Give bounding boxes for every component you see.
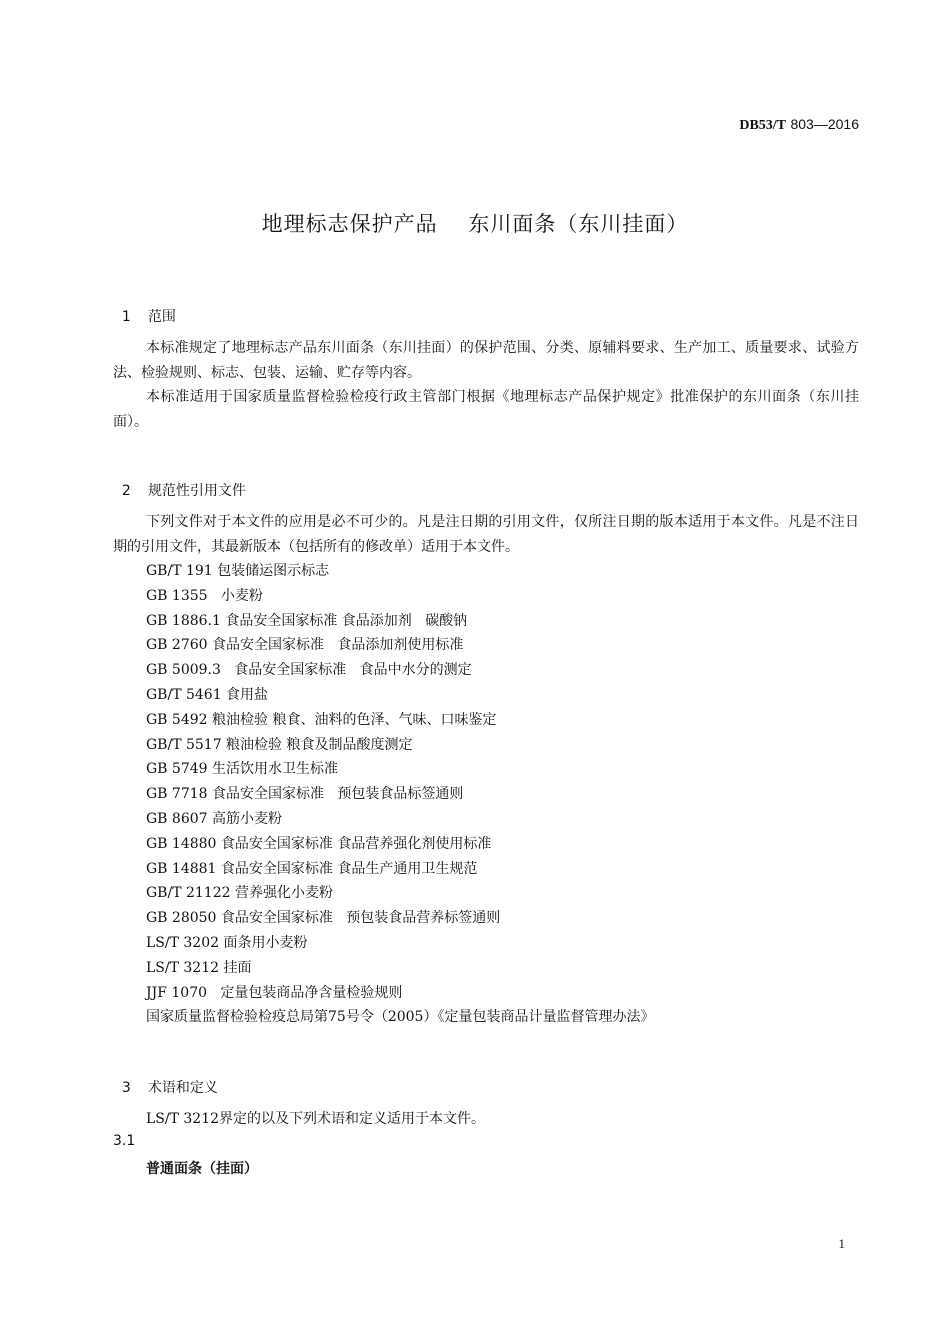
page-number: 1: [838, 1236, 845, 1251]
reference-item: GB/T 191 包装储运图示标志: [146, 563, 330, 579]
document-code-number: 803—2016: [790, 116, 859, 132]
reference-list: [146, 559, 654, 1030]
reference-item: GB 14880 食品安全国家标准 食品营养强化剂使用标准: [146, 835, 492, 852]
reference-item: GB/T 5517 粮油检验 粮食及制品酸度测定: [146, 736, 413, 753]
reference-item: GB 5492 粮油检验 粮食、油料的色泽、气味、口味鉴定: [146, 711, 497, 728]
document-code: [739, 116, 859, 134]
reference-item: 国家质量监督检验检疫总局第75号令（2005）《定量包装商品计量监督管理办法》: [146, 1009, 655, 1026]
section-heading-normative-references: [113, 464, 246, 500]
reference-item: GB/T 21122 营养强化小麦粉: [146, 885, 333, 902]
section-heading-terms-definitions: [113, 1061, 218, 1097]
section-heading-scope: [113, 290, 176, 326]
section-number: 3: [121, 1080, 131, 1096]
reference-item: GB 5009.3 食品安全国家标准 食品中水分的测定: [146, 662, 472, 679]
document-title: 地理标志保护产品 东川面条（东川挂面）: [261, 212, 689, 236]
reference-item: GB 7718 食品安全国家标准 预包装食品标签通则: [146, 786, 464, 803]
section-title: 规范性引用文件: [147, 483, 246, 499]
reference-item: GB 8607 高筋小麦粉: [146, 810, 283, 827]
reference-item: GB/T 5461 食用盐: [146, 686, 269, 703]
paragraph: 本标准规定了地理标志产品东川面条（东川挂面）的保护范围、分类、原辅料要求、生产加工、质量要求、试验方法、检验规则、标志、包装、运输、贮存等内容。: [113, 340, 859, 381]
section-title: 术语和定义: [147, 1080, 218, 1096]
section-number: 1: [121, 309, 131, 325]
term-number: 3.1: [113, 1133, 136, 1149]
reference-item: LS/T 3202 面条用小麦粉: [146, 934, 308, 951]
term-name: 普通面条（挂面）: [146, 1161, 258, 1177]
paragraph: 本标准适用于国家质量监督检验检疫行政主管部门根据《地理标志产品保护规定》批准保护的东川面条（东川挂面）。: [113, 389, 859, 430]
reference-item: GB 1886.1 食品安全国家标准 食品添加剂 碳酸钠: [146, 612, 468, 629]
reference-item: GB 5749 生活饮用水卫生标准: [146, 761, 339, 778]
reference-item: GB 1355 小麦粉: [146, 587, 263, 604]
reference-item: JJF 1070 定量包装商品净含量检验规则: [146, 984, 403, 1001]
paragraph: LS/T 3212界定的以及下列术语和定义适用于本文件。: [146, 1111, 486, 1127]
paragraph: 下列文件对于本文件的应用是必不可少的。凡是注日期的引用文件，仅所注日期的版本适用于本文件。凡是不注日期的引用文件，其最新版本（包括所有的修改单）适用于本文件。: [113, 514, 859, 555]
reference-item: LS/T 3212 挂面: [146, 959, 252, 976]
section-number: 2: [121, 483, 131, 499]
reference-item: GB 28050 食品安全国家标准 预包装食品营养标签通则: [146, 910, 501, 927]
section-title: 范围: [147, 309, 176, 325]
reference-item: GB 2760 食品安全国家标准 食品添加剂使用标准: [146, 637, 464, 654]
reference-item: GB 14881 食品安全国家标准 食品生产通用卫生规范: [146, 860, 478, 877]
document-code-prefix: DB53/T: [739, 118, 787, 133]
